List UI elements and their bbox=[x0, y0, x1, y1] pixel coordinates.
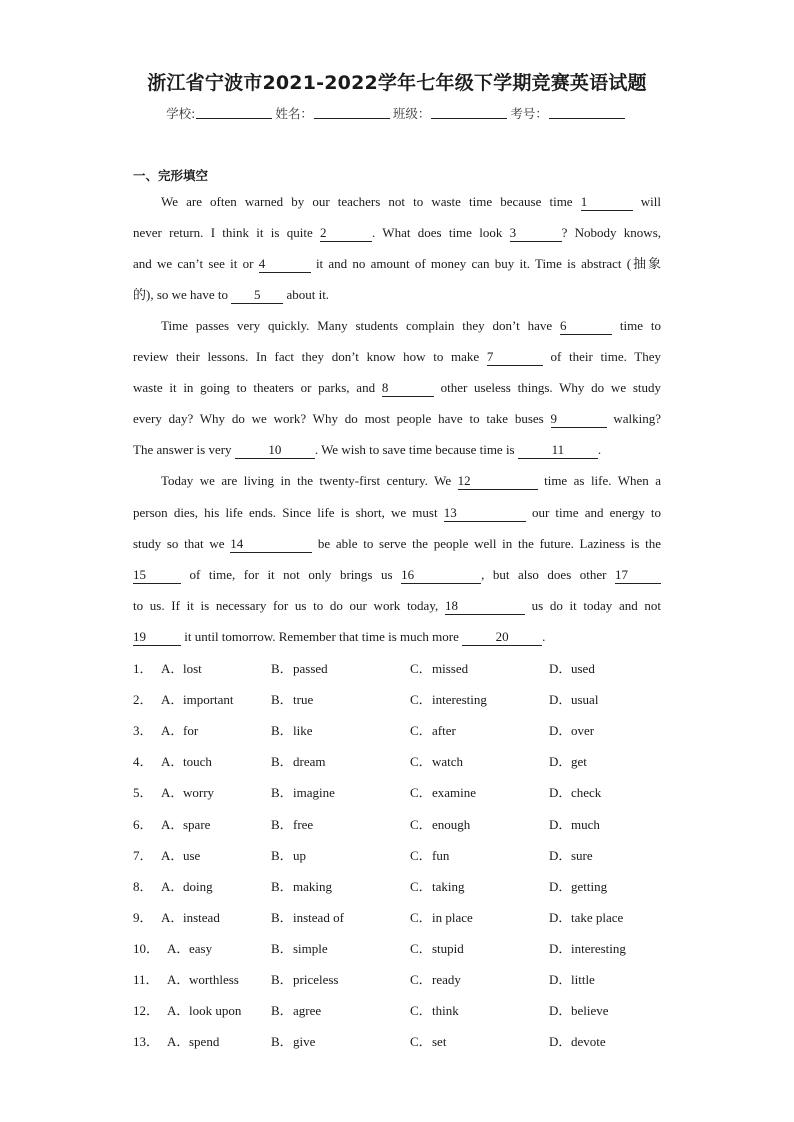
option-letter: B． bbox=[271, 661, 293, 676]
blank-6[interactable]: 6 bbox=[560, 318, 612, 335]
option-letter: D． bbox=[549, 661, 572, 676]
option-text: use bbox=[183, 847, 201, 863]
option-letter: B． bbox=[271, 1034, 293, 1050]
option-d[interactable] bbox=[549, 659, 595, 679]
question-number: 5． bbox=[133, 785, 153, 801]
passage-line: review their lessons. In fact they don’t know how to make 7 of their time. They bbox=[133, 349, 661, 364]
option-b[interactable] bbox=[271, 783, 335, 803]
option-letter: D． bbox=[549, 1003, 572, 1019]
option-b[interactable] bbox=[271, 1001, 321, 1021]
option-b[interactable] bbox=[271, 690, 313, 710]
option-text: fun bbox=[432, 847, 450, 863]
option-text: set bbox=[432, 1034, 447, 1050]
option-b[interactable] bbox=[271, 970, 338, 990]
school-blank[interactable] bbox=[196, 106, 272, 119]
question-number: 6． bbox=[133, 816, 153, 832]
option-text: like bbox=[293, 723, 313, 739]
option-text: after bbox=[432, 723, 456, 739]
option-d[interactable] bbox=[549, 970, 595, 990]
option-d[interactable] bbox=[549, 908, 623, 928]
student-info-line bbox=[0, 104, 794, 122]
option-d[interactable] bbox=[549, 783, 601, 803]
question-number: 12． bbox=[133, 1003, 160, 1019]
option-text: priceless bbox=[293, 972, 339, 987]
blank-8[interactable]: 8 bbox=[382, 380, 434, 397]
option-d[interactable] bbox=[549, 877, 607, 897]
option-row bbox=[133, 846, 673, 866]
option-text: instead of bbox=[293, 909, 344, 925]
option-c[interactable] bbox=[410, 970, 461, 990]
option-b[interactable] bbox=[271, 721, 313, 741]
option-a[interactable] bbox=[161, 690, 234, 710]
option-row bbox=[133, 877, 673, 897]
option-letter: A． bbox=[161, 847, 184, 863]
option-text: ready bbox=[432, 972, 461, 987]
option-row bbox=[133, 908, 673, 928]
option-text: spare bbox=[183, 816, 211, 832]
passage-line: Today we are living in the twenty-first century. We 12 time as life. When a bbox=[161, 473, 662, 488]
option-a[interactable] bbox=[161, 783, 214, 803]
question-number: 2． bbox=[133, 692, 153, 708]
blank-13[interactable]: 13 bbox=[444, 505, 526, 522]
option-text: check bbox=[571, 785, 602, 801]
option-text: think bbox=[432, 1003, 459, 1019]
passage-line: study so that we 14 be able to serve the people well in the future. Laziness is the bbox=[133, 536, 661, 551]
option-b[interactable] bbox=[271, 908, 344, 928]
option-row bbox=[133, 752, 673, 772]
option-text: in place bbox=[432, 909, 473, 925]
option-letter: A． bbox=[161, 816, 184, 832]
option-d[interactable] bbox=[549, 1001, 609, 1021]
option-text: making bbox=[293, 878, 332, 894]
blank-11[interactable]: 11 bbox=[518, 442, 598, 459]
option-a[interactable] bbox=[161, 815, 210, 835]
passage-line: Time passes very quickly. Many students complain they don’t have 6 time to bbox=[161, 318, 662, 333]
passage-line: every day? Why do we work? Why do most people have to take buses 9 walking? bbox=[133, 411, 662, 426]
option-c[interactable] bbox=[410, 1001, 459, 1021]
blank-2[interactable]: 2 bbox=[320, 225, 372, 242]
option-letter: C． bbox=[410, 909, 432, 925]
option-letter: B． bbox=[271, 1003, 293, 1019]
blank-17[interactable]: 17 bbox=[615, 567, 661, 584]
question-number: 10． bbox=[133, 940, 160, 956]
blank-3[interactable]: 3 bbox=[510, 225, 562, 242]
option-text: spend bbox=[189, 1034, 220, 1050]
class-label: 班级： bbox=[392, 106, 431, 121]
passage-line: to us. If it is necessary for us to do our work today, 18 us do it today and not bbox=[133, 598, 662, 613]
passage-line: 19 it until tomorrow. Remember that time is much more 20 . bbox=[133, 629, 546, 644]
question-number: 3． bbox=[133, 723, 153, 739]
option-c[interactable] bbox=[410, 752, 463, 772]
option-c[interactable] bbox=[410, 877, 465, 897]
option-letter: C． bbox=[410, 878, 432, 894]
option-letter: C． bbox=[410, 972, 432, 987]
option-letter: A． bbox=[167, 1003, 190, 1019]
option-text: getting bbox=[571, 878, 608, 894]
option-letter: C． bbox=[410, 816, 432, 832]
id-label: 考号： bbox=[510, 106, 548, 121]
option-d[interactable] bbox=[549, 1032, 606, 1052]
option-a[interactable] bbox=[161, 659, 202, 679]
option-letter: A． bbox=[161, 692, 184, 708]
option-letter: B． bbox=[271, 847, 293, 863]
option-letter: D． bbox=[549, 692, 572, 708]
option-text: little bbox=[571, 972, 595, 987]
option-c[interactable] bbox=[410, 659, 468, 679]
option-b[interactable] bbox=[271, 1032, 315, 1052]
option-text: used bbox=[571, 661, 595, 676]
blank-4[interactable]: 4 bbox=[259, 256, 311, 273]
passage-line: waste it in going to theaters or parks, and 8 other useless things. Why do we study bbox=[133, 380, 662, 395]
option-d[interactable] bbox=[549, 721, 594, 741]
section-title: 一、完形填空 bbox=[133, 168, 209, 183]
option-letter: B． bbox=[271, 723, 293, 739]
option-text: worthless bbox=[189, 972, 239, 987]
option-letter: B． bbox=[271, 878, 293, 894]
option-letter: C． bbox=[410, 785, 432, 801]
option-text: taking bbox=[432, 878, 465, 894]
option-letter: C． bbox=[410, 661, 432, 676]
option-letter: D． bbox=[549, 754, 572, 770]
option-letter: D． bbox=[549, 847, 572, 863]
option-a[interactable] bbox=[161, 721, 198, 741]
option-text: examine bbox=[432, 785, 477, 801]
option-a[interactable] bbox=[167, 1032, 219, 1052]
name-blank[interactable] bbox=[314, 106, 390, 119]
option-a[interactable] bbox=[161, 846, 200, 866]
option-letter: D． bbox=[549, 816, 572, 832]
option-letter: B． bbox=[271, 754, 293, 770]
option-letter: D． bbox=[549, 723, 572, 739]
option-text: interesting bbox=[432, 692, 487, 708]
option-text: take place bbox=[571, 909, 624, 925]
option-text: imagine bbox=[293, 785, 335, 801]
option-text: get bbox=[571, 754, 587, 770]
passage-line: The answer is very 10 . We wish to save time because time is 11 . bbox=[133, 442, 602, 457]
option-row bbox=[133, 659, 673, 679]
option-a[interactable] bbox=[167, 1001, 241, 1021]
option-letter: B． bbox=[271, 692, 293, 708]
option-text: believe bbox=[571, 1003, 609, 1019]
passage-line: person dies, his life ends. Since life is short, we must 13 our time and energy to bbox=[133, 505, 662, 520]
option-letter: D． bbox=[549, 909, 572, 925]
blank-12[interactable]: 12 bbox=[458, 473, 538, 490]
option-d[interactable] bbox=[549, 752, 587, 772]
option-letter: A． bbox=[161, 661, 184, 676]
option-c[interactable] bbox=[410, 939, 464, 959]
option-row bbox=[133, 721, 673, 741]
blank-7[interactable]: 7 bbox=[487, 349, 543, 366]
option-b[interactable] bbox=[271, 815, 313, 835]
option-d[interactable] bbox=[549, 815, 600, 835]
option-text: for bbox=[183, 723, 199, 739]
option-letter: A． bbox=[161, 909, 184, 925]
option-text: touch bbox=[183, 754, 212, 770]
question-number: 7． bbox=[133, 847, 153, 863]
option-letter: D． bbox=[549, 1034, 572, 1050]
option-b[interactable] bbox=[271, 846, 306, 866]
option-row bbox=[133, 690, 673, 710]
option-text: watch bbox=[432, 754, 464, 770]
option-text: sure bbox=[571, 847, 593, 863]
option-a[interactable] bbox=[167, 939, 212, 959]
option-letter: B． bbox=[271, 816, 293, 832]
option-row bbox=[133, 970, 673, 990]
option-text: over bbox=[571, 723, 595, 739]
option-text: devote bbox=[571, 1034, 606, 1050]
option-text: usual bbox=[571, 692, 599, 708]
option-letter: A． bbox=[161, 785, 184, 801]
option-text: true bbox=[293, 692, 314, 708]
option-text: up bbox=[293, 847, 306, 863]
option-letter: B． bbox=[271, 940, 293, 956]
option-text: dream bbox=[293, 754, 326, 770]
option-d[interactable] bbox=[549, 690, 598, 710]
option-row bbox=[133, 1032, 673, 1052]
option-c[interactable] bbox=[410, 721, 456, 741]
option-letter: C． bbox=[410, 692, 432, 708]
option-text: much bbox=[571, 816, 600, 832]
school-label: 学校: bbox=[166, 106, 196, 121]
option-text: enough bbox=[432, 816, 471, 832]
option-b[interactable] bbox=[271, 752, 325, 772]
option-letter: D． bbox=[549, 940, 572, 956]
option-text: free bbox=[293, 816, 314, 832]
option-b[interactable] bbox=[271, 659, 328, 679]
passage-line: 的), so we have to 5 about it. bbox=[133, 287, 330, 302]
blank-15[interactable]: 15 bbox=[133, 567, 181, 584]
blank-10[interactable]: 10 bbox=[235, 442, 315, 459]
blank-9[interactable]: 9 bbox=[551, 411, 607, 428]
question-number: 9． bbox=[133, 909, 153, 925]
option-text: look upon bbox=[189, 1003, 242, 1019]
option-b[interactable] bbox=[271, 877, 332, 897]
option-letter: C． bbox=[410, 1034, 432, 1050]
option-text: doing bbox=[183, 878, 213, 894]
option-letter: A． bbox=[167, 972, 190, 987]
option-row bbox=[133, 783, 673, 803]
option-c[interactable] bbox=[410, 783, 476, 803]
option-letter: A． bbox=[161, 723, 184, 739]
option-text: give bbox=[293, 1034, 316, 1050]
option-c[interactable] bbox=[410, 908, 473, 928]
option-letter: C． bbox=[410, 847, 432, 863]
option-b[interactable] bbox=[271, 939, 328, 959]
blank-19[interactable]: 19 bbox=[133, 629, 181, 646]
passage-line: never return. I think it is quite 2 . What does time look 3 ? Nobody knows, bbox=[133, 225, 662, 240]
option-text: easy bbox=[189, 940, 213, 956]
blank-16[interactable]: 16 bbox=[401, 567, 481, 584]
option-letter: D． bbox=[549, 785, 572, 801]
option-letter: B． bbox=[271, 785, 293, 801]
passage-line: 15 of time, for it not only brings us 16 , but also does other 17 bbox=[133, 565, 661, 585]
option-a[interactable] bbox=[161, 877, 213, 897]
option-letter: D． bbox=[549, 878, 572, 894]
id-blank[interactable] bbox=[549, 106, 625, 119]
exam-title: 浙江省宁波市2021-2022学年七年级下学期竞赛英语试题 bbox=[147, 72, 647, 94]
passage-line: We are often warned by our teachers not to waste time because time 1 will bbox=[161, 194, 662, 209]
option-c[interactable] bbox=[410, 846, 449, 866]
option-letter: C． bbox=[410, 723, 432, 739]
name-label: 姓名： bbox=[275, 106, 313, 121]
question-number: 4． bbox=[133, 754, 153, 770]
question-number: 1． bbox=[133, 661, 153, 676]
blank-18[interactable]: 18 bbox=[445, 598, 525, 615]
option-a[interactable] bbox=[167, 970, 239, 990]
option-letter: B． bbox=[271, 909, 293, 925]
option-text: missed bbox=[432, 661, 469, 676]
option-c[interactable] bbox=[410, 815, 470, 835]
option-letter: A． bbox=[161, 878, 184, 894]
option-a[interactable] bbox=[161, 752, 212, 772]
option-row bbox=[133, 939, 673, 959]
option-text: instead bbox=[183, 909, 220, 925]
option-text: important bbox=[183, 692, 234, 708]
option-letter: A． bbox=[167, 940, 190, 956]
option-d[interactable] bbox=[549, 846, 593, 866]
option-row bbox=[133, 1001, 673, 1021]
question-number: 13． bbox=[133, 1034, 160, 1050]
option-letter: A． bbox=[167, 1034, 190, 1050]
question-number: 11． bbox=[133, 972, 159, 987]
blank-5[interactable]: 5 bbox=[231, 287, 283, 304]
option-letter: C． bbox=[410, 940, 432, 956]
option-text: passed bbox=[293, 661, 328, 676]
option-d[interactable] bbox=[549, 939, 626, 959]
question-number: 8． bbox=[133, 878, 153, 894]
option-text: interesting bbox=[571, 940, 626, 956]
option-row bbox=[133, 815, 673, 835]
blank-20[interactable]: 20 bbox=[462, 629, 542, 646]
option-letter: D． bbox=[549, 972, 572, 987]
option-text: simple bbox=[293, 940, 328, 956]
option-text: stupid bbox=[432, 940, 464, 956]
class-blank[interactable] bbox=[431, 106, 507, 119]
blank-14[interactable]: 14 bbox=[230, 536, 312, 553]
option-c[interactable] bbox=[410, 1032, 446, 1052]
option-a[interactable] bbox=[161, 908, 220, 928]
option-text: lost bbox=[183, 661, 202, 676]
option-letter: A． bbox=[161, 754, 184, 770]
option-c[interactable] bbox=[410, 690, 487, 710]
option-letter: C． bbox=[410, 754, 432, 770]
option-text: worry bbox=[183, 785, 215, 801]
passage-line: and we can’t see it or 4 it and no amount of money can buy it. Time is abstract (抽象 bbox=[133, 256, 662, 271]
option-text: agree bbox=[293, 1003, 322, 1019]
option-letter: B． bbox=[271, 972, 293, 987]
option-letter: C． bbox=[410, 1003, 432, 1019]
blank-1[interactable]: 1 bbox=[581, 194, 633, 211]
